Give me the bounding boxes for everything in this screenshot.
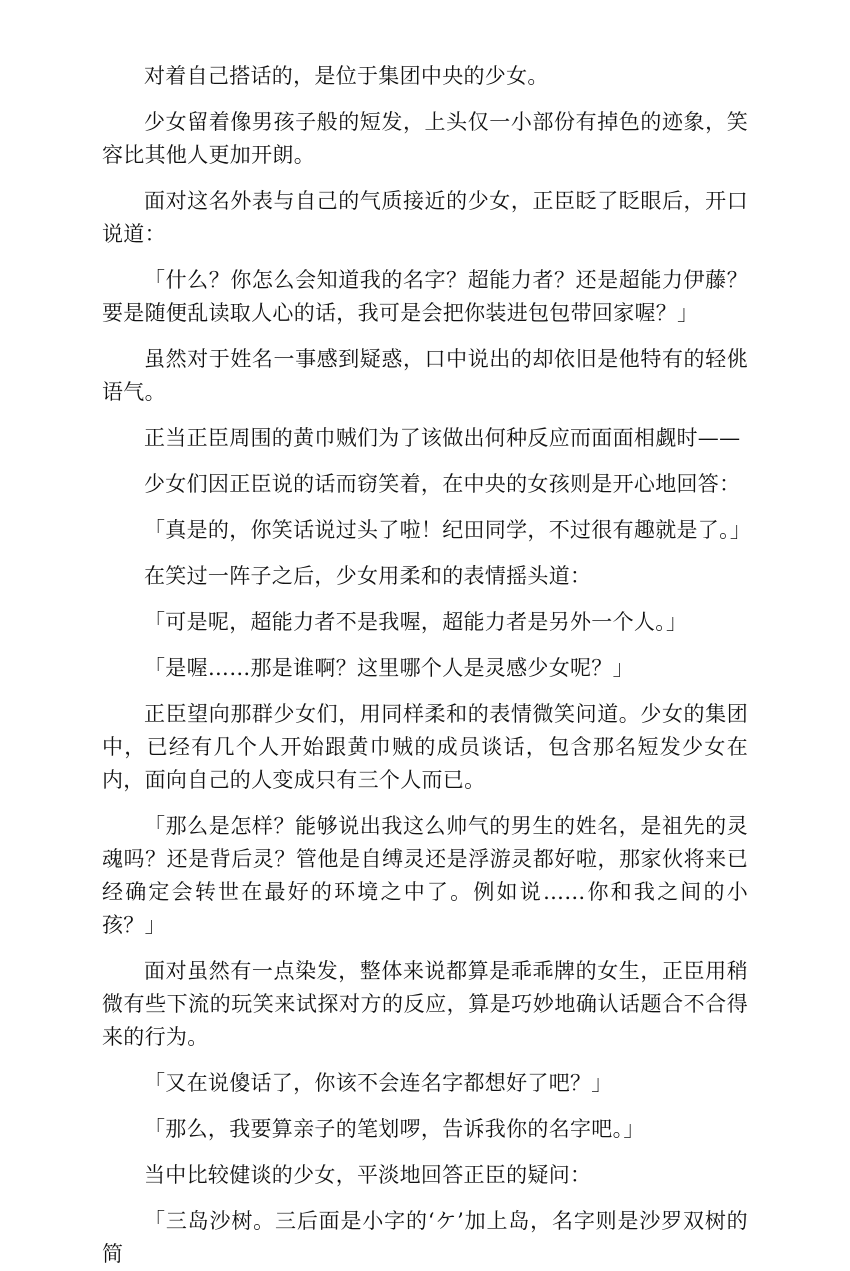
paragraph: 对着自己搭话的，是位于集团中央的少女。 [144,64,549,88]
paragraph: 当中比较健谈的少女，平淡地回答正臣的疑问： [144,1163,592,1187]
paragraph: 「是喔……那是谁啊？这里哪个人是灵感少女呢？」 [144,656,634,680]
paragraph: 少女留着像男孩子般的短发，上头仅一小部份有掉色的迹象，笑容比其他人更加开朗。 [102,110,748,167]
paragraph: 在笑过一阵子之后，少女用柔和的表情摇头道： [144,564,592,588]
paragraph: 少女们因正臣说的话而窃笑着，在中央的女孩则是开心地回答： [144,472,741,496]
paragraph: 虽然对于姓名一事感到疑惑，口中说出的却依旧是他特有的轻佻语气。 [102,347,748,404]
paragraph: 「可是呢，超能力者不是我喔，超能力者是另外一个人。」 [144,610,688,634]
paragraph: 「那么是怎样？能够说出我这么帅气的男生的姓名，是祖先的灵魂吗？还是背后灵？管他是自缚灵还是浮游灵都好啦，那家伙将来已经确定会转世在最好的环境之中了。例如说……你和我之间的小孩？」 [102,814,748,937]
paragraph: 「又在说傻话了，你该不会连名字都想好了吧？」 [144,1071,613,1095]
paragraph: 面对虽然有一点染发，整体来说都算是乖乖牌的女生，正臣用稍微有些下流的玩笑来试探对方的反应，算是巧妙地确认话题合不合得来的行为。 [102,959,748,1049]
paragraph: 「三岛沙树。三后面是小字的‘ケ’加上岛，名字则是沙罗双树的简 [102,1209,748,1266]
paragraph: 「那么，我要算亲子的笔划啰，告诉我你的名字吧。」 [144,1117,645,1141]
paragraph: 正当正臣周围的黄巾贼们为了该做出何种反应而面面相觑时—— [144,426,741,450]
paragraph: 「真是的，你笑话说过头了啦！纪田同学，不过很有趣就是了。」 [144,518,752,542]
paragraph: 正臣望向那群少女们，用同样柔和的表情微笑问道。少女的集团中，已经有几个人开始跟黄巾贼的成员谈话，包含那名短发少女在内，面向自己的人变成只有三个人而已。 [102,702,748,792]
paragraph: 面对这名外表与自己的气质接近的少女，正臣眨了眨眼后，开口说道： [102,189,748,246]
paragraph: 「什么？你怎么会知道我的名字？超能力者？还是超能力伊藤？要是随便乱读取人心的话，我可是会把你装进包包带回家喔？」 [102,268,748,325]
